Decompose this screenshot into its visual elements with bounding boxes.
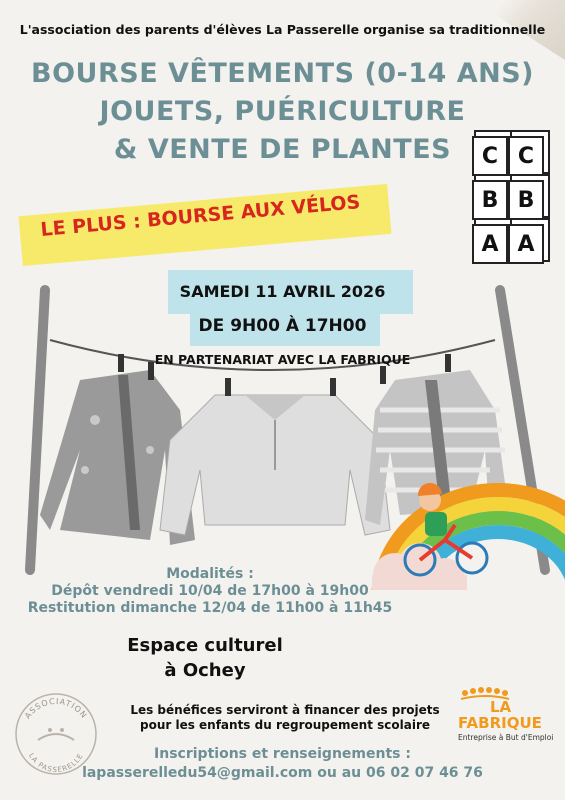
fabrique-name-1: LA bbox=[490, 698, 512, 716]
contact-heading: Inscriptions et renseignements : bbox=[154, 746, 411, 762]
title-line-1: BOURSE VÊTEMENTS (0-14 ANS) bbox=[31, 58, 534, 89]
event-date: SAMEDI 11 AVRIL 2026 bbox=[179, 282, 386, 301]
intro-text: L'association des parents d'élèves La Passerelle organise sa traditionnelle bbox=[19, 22, 546, 37]
benefits-line-1: Les bénéfices serviront à financer des projets bbox=[130, 703, 440, 717]
center-sweater bbox=[160, 395, 390, 535]
block-b-right: B bbox=[508, 180, 544, 220]
block-c-left: C bbox=[472, 136, 508, 176]
contact-block bbox=[0, 745, 565, 783]
block-a-left: A bbox=[472, 224, 508, 264]
block-a-right: A bbox=[508, 224, 544, 264]
association-logo-top: ASSOCIATION bbox=[22, 696, 89, 721]
benefits-block bbox=[100, 703, 470, 733]
location-block bbox=[105, 633, 305, 683]
peg bbox=[330, 378, 336, 396]
modalites-block bbox=[0, 566, 420, 617]
contact-details: lapasserelledu54@gmail.com ou au 06 02 07 46 76 bbox=[82, 765, 483, 781]
plus-text: LE PLUS : BOURSE AUX VÉLOS bbox=[39, 191, 362, 241]
block-c-right: C bbox=[508, 136, 544, 176]
event-time: DE 9H00 À 17H00 bbox=[198, 316, 367, 336]
association-logo-bottom: LA PASSERELLE bbox=[27, 751, 85, 775]
title-line-2: JOUETS, PUÉRICULTURE bbox=[99, 96, 466, 127]
svg-text:ASSOCIATION bbox=[23, 697, 89, 721]
fabrique-name-2: FABRIQUE bbox=[458, 714, 542, 732]
peg bbox=[380, 366, 386, 384]
fabrique-subtitle: Entreprise à But d'Emploi bbox=[458, 733, 554, 742]
modalites-restitution: Restitution dimanche 12/04 de 11h00 à 11h45 bbox=[27, 600, 393, 616]
location-line-2: à Ochey bbox=[164, 660, 246, 681]
partner-text: EN PARTENARIAT AVEC LA FABRIQUE bbox=[154, 352, 411, 367]
block-b-left: B bbox=[472, 180, 508, 220]
peg bbox=[225, 378, 231, 396]
abc-blocks-illustration bbox=[470, 130, 550, 270]
modalites-heading: Modalités : bbox=[166, 566, 254, 582]
location-line-1: Espace culturel bbox=[127, 635, 283, 656]
modalites-depot: Dépôt vendredi 10/04 de 17h00 à 19h00 bbox=[51, 583, 369, 599]
benefits-line-2: pour les enfants du regroupement scolaire bbox=[139, 718, 430, 732]
title-line-3: & VENTE DE PLANTES bbox=[113, 134, 452, 165]
